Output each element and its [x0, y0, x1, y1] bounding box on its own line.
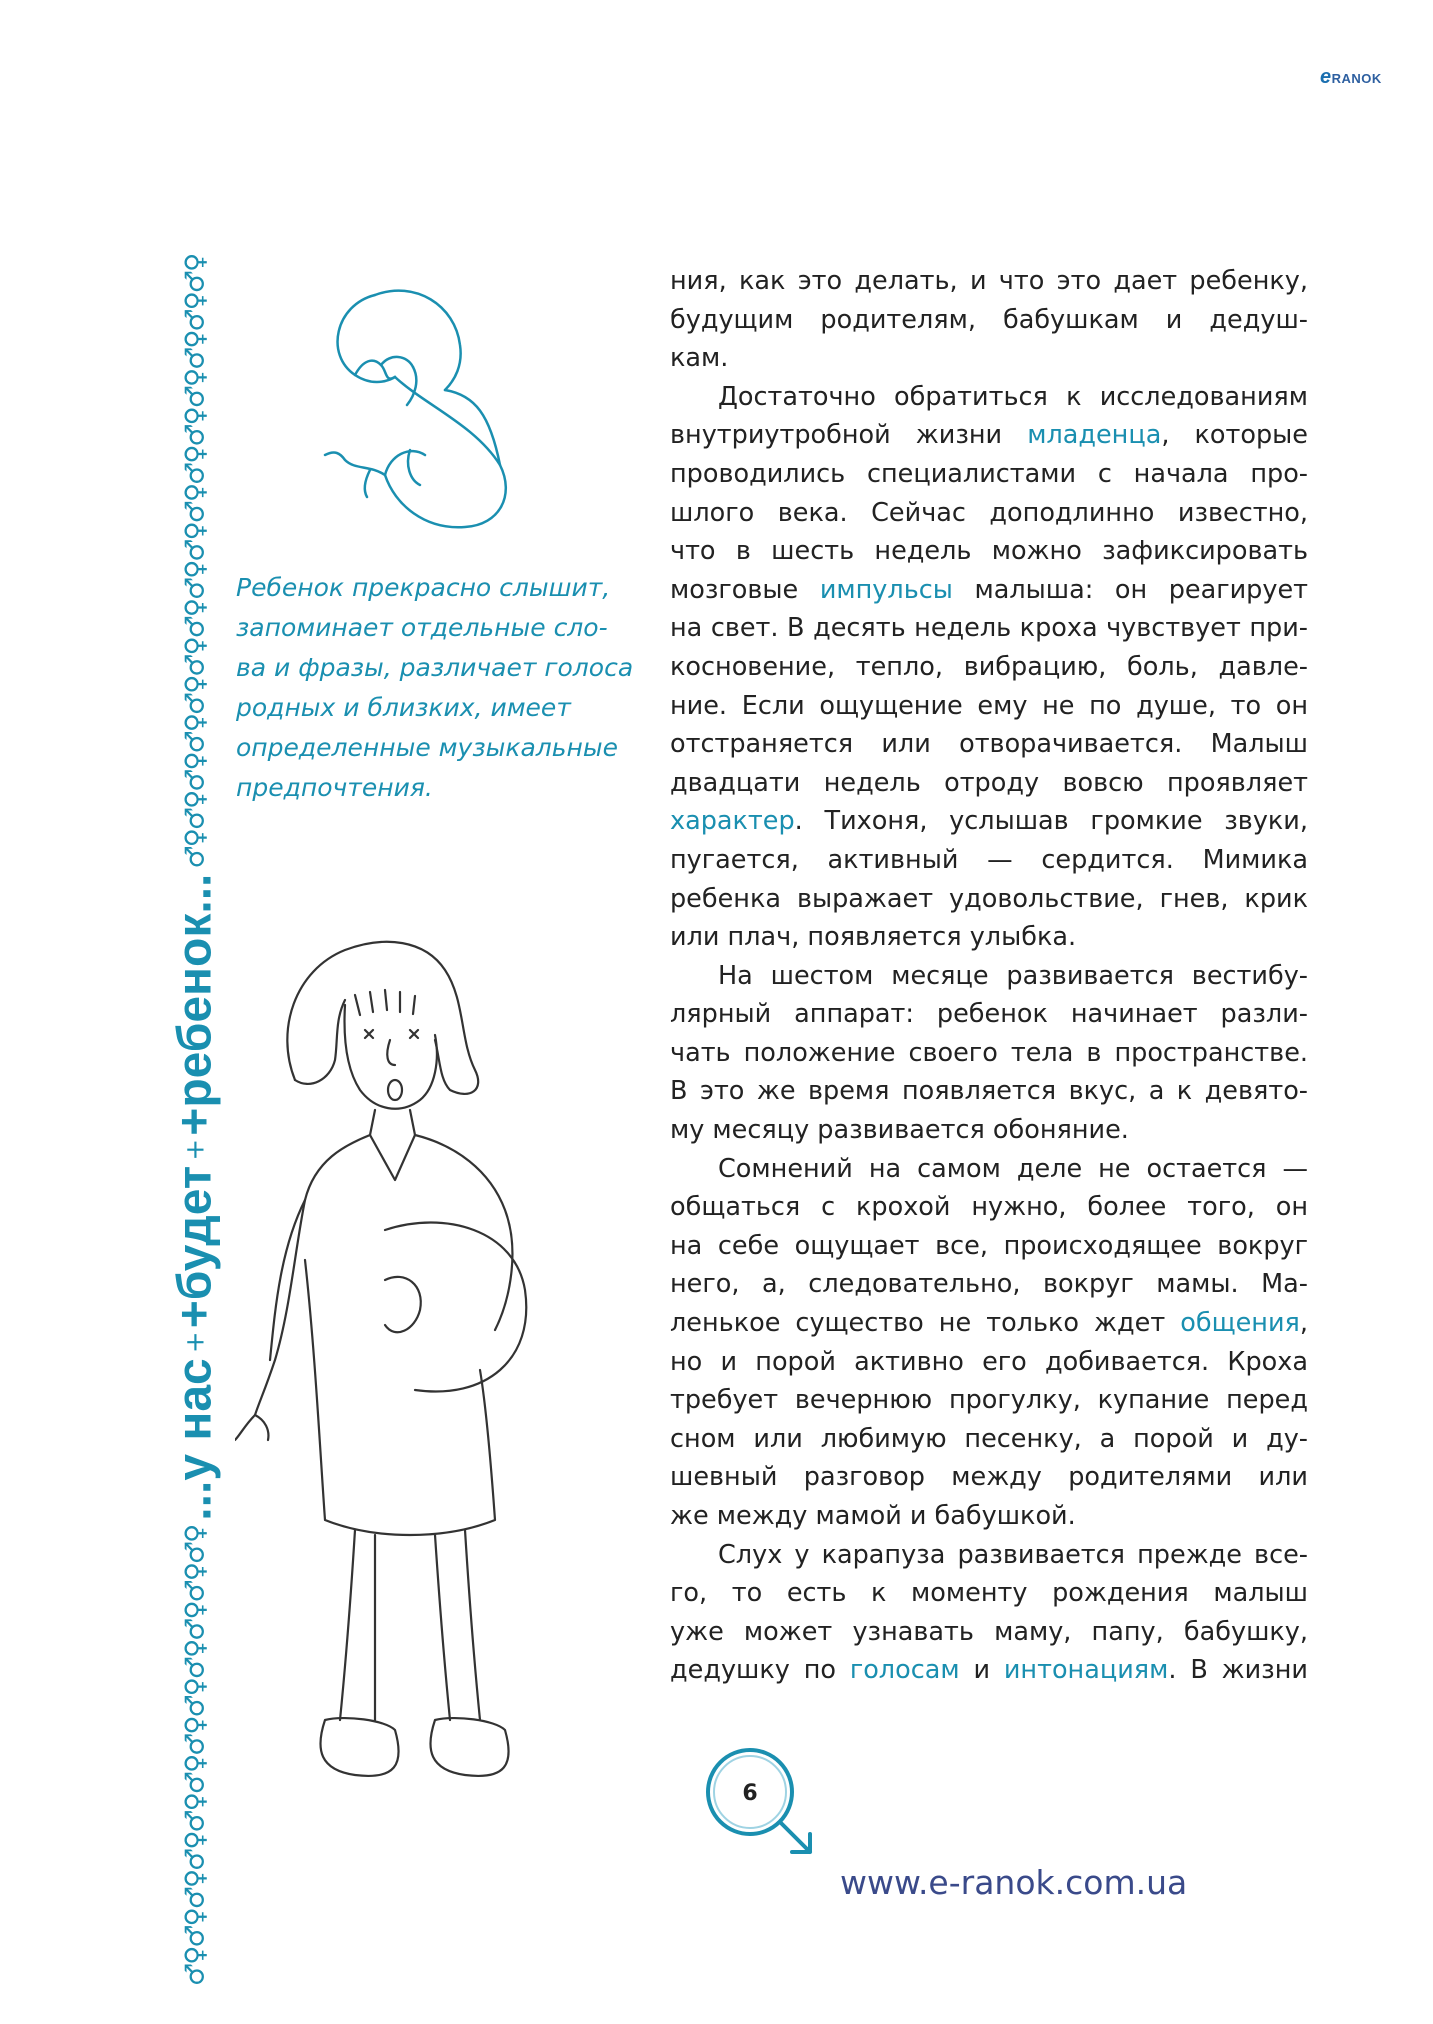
text-line: шевный разговор между родителями или — [670, 1462, 1308, 1493]
side-title-part3: +ребенок... — [168, 873, 222, 1136]
text-line: В это же время появляется вкус, а к девято- — [670, 1076, 1308, 1107]
text-line: проводились специалистами с начала про- — [670, 458, 1308, 489]
text-line: общаться с крохой нужно, более того, он — [670, 1192, 1308, 1223]
plus-sign-2: + — [180, 1140, 211, 1161]
text-line: му месяцу развивается обоняние. — [670, 1115, 1129, 1146]
caption-line: родных и близких, имеет — [236, 693, 571, 722]
caption-line: Ребенок прекрасно слышит, — [236, 573, 611, 602]
side-title-part1: ...у нас — [168, 1358, 222, 1521]
caption-line: предпочтения. — [236, 773, 433, 802]
highlight-term: интонациям — [1003, 1655, 1169, 1686]
text-line: пугается, активный — сердится. Мимика — [670, 844, 1308, 875]
text-line: сном или любимую песенку, а порой и ду- — [670, 1423, 1308, 1454]
text-line: или плач, появляется улыбка. — [670, 922, 1077, 953]
gender-symbols-after: ♂♀♂♀♂♀♂♀♂♀♂♀♂♀♂♀♂♀♂♀♂♀♂♀♂♀♂♀♂♀♂♀ — [180, 254, 211, 869]
text-line: мозговые импульсы малыша: он реагирует — [670, 574, 1309, 605]
caption-line: запоминает отдельные сло- — [236, 613, 608, 642]
text-line: ленькое существо не только ждет общения, — [670, 1308, 1308, 1339]
text-line: дедушку по голосам и интонациям. В жизни — [670, 1655, 1308, 1686]
pregnant-woman-illustration — [235, 930, 585, 1810]
highlight-term: характер — [670, 806, 795, 837]
text-line: будущим родителям, бабушкам и дедуш- — [670, 304, 1308, 335]
highlight-term: младенца — [1027, 420, 1162, 451]
publisher-logo — [1320, 66, 1382, 89]
side-title-strip — [140, 56, 222, 1986]
text-line: косновение, тепло, вибрацию, боль, давле- — [670, 651, 1308, 682]
text-line: характер. Тихоня, услышав громкие звуки, — [670, 806, 1308, 837]
text-line: ние. Если ощущение ему не по душе, то он — [670, 690, 1308, 721]
page-number: 6 — [742, 1781, 758, 1806]
text-line: Слух у карапуза развивается прежде все- — [718, 1539, 1308, 1570]
text-line: ребенка выражает удовольствие, гнев, крик — [670, 883, 1308, 914]
main-text — [670, 262, 1308, 1690]
text-line: чать положение своего тела в пространстве. — [670, 1037, 1308, 1068]
highlight-term: импульсы — [819, 574, 953, 605]
text-line: кам. — [670, 343, 729, 374]
text-line: Сомнений на самом деле не остается — — [718, 1153, 1308, 1184]
website-url[interactable]: www.e-ranok.com.ua — [840, 1863, 1188, 1902]
text-line: го, то есть к моменту рождения малыш — [670, 1578, 1308, 1609]
text-line: лярный аппарат: ребенок начинает разли- — [670, 999, 1308, 1030]
text-line: двадцати недель отроду вовсю проявляет — [670, 767, 1308, 798]
text-line: на себе ощущает все, происходящее вокруг — [670, 1230, 1308, 1261]
page-number-badge — [700, 1742, 820, 1862]
logo-text: RANOK — [1331, 71, 1382, 86]
fetus-illustration — [315, 265, 555, 535]
text-line: но и порой активно его добивается. Кроха — [670, 1346, 1308, 1377]
text-line: что в шесть недель можно зафиксировать — [670, 536, 1308, 567]
plus-sign-1: + — [180, 1333, 211, 1354]
text-line: же между мамой и бабушкой. — [670, 1501, 1076, 1531]
text-line: Достаточно обратиться к исследованиям — [718, 381, 1308, 412]
text-line: шлого века. Сейчас доподлинно известно, — [670, 497, 1308, 528]
logo-mark: e — [1320, 66, 1332, 88]
caption-line: ва и фразы, различает голоса — [236, 653, 634, 682]
sidebar-caption — [236, 568, 636, 808]
text-line: на свет. В десять недель кроха чувствует при- — [670, 613, 1308, 644]
text-line: требует вечернюю прогулку, купание перед — [670, 1385, 1308, 1416]
gender-symbols-before: ♂♀♂♀♂♀♂♀♂♀♂♀♂♀♂♀♂♀♂♀♂♀♂♀ — [180, 1525, 211, 1986]
side-title-part2: +будет — [168, 1165, 222, 1329]
highlight-term: общения — [1180, 1308, 1300, 1339]
text-line: него, а, следовательно, вокруг мамы. Ма- — [670, 1269, 1308, 1300]
text-line: ния, как это делать, и что это дает ребенку, — [670, 266, 1308, 296]
text-line: уже может узнавать маму, папу, бабушку, — [670, 1616, 1308, 1647]
text-line: внутриутробной жизни младенца, которые — [670, 420, 1308, 451]
text-line: отстраняется или отворачивается. Малыш — [670, 729, 1308, 760]
text-line: На шестом месяце развивается вестибу- — [718, 960, 1308, 991]
highlight-term: голосам — [849, 1655, 960, 1686]
caption-line: определенные музыкальные — [236, 733, 618, 762]
